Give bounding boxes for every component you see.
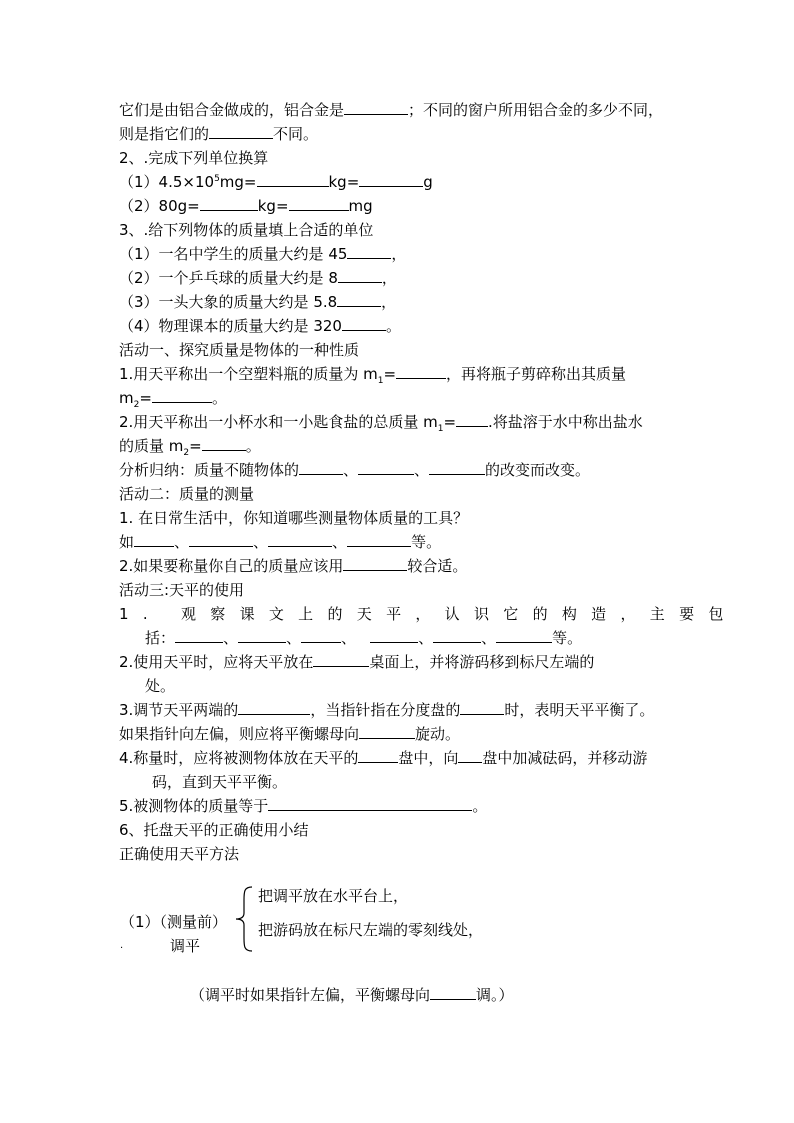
blank[interactable] (429, 459, 485, 475)
act3-line-5 (119, 698, 654, 722)
q3-text: （3）一头大象的质量大约是 5.8 (119, 293, 338, 311)
separator: 、 (253, 533, 269, 551)
blank[interactable] (359, 171, 423, 187)
act3-title: 活动三:天平的使用 (119, 581, 245, 599)
blank[interactable] (358, 747, 398, 763)
blank[interactable] (433, 627, 481, 643)
act1-text: 的质量 m (119, 437, 184, 455)
act1-text: 1.用天平称出一个空塑料瓶的质量为 m (119, 365, 378, 383)
act1-line-3 (119, 410, 643, 434)
exponent: 5 (214, 174, 220, 184)
blank[interactable] (301, 627, 341, 643)
blank[interactable] (430, 984, 476, 1000)
act3-line-6 (119, 722, 460, 746)
act3-text: 。 (472, 797, 488, 815)
q2-text: g (423, 173, 433, 191)
act3-line-3 (119, 650, 594, 674)
separator: 、 (418, 629, 434, 647)
intro-text: 则是指它们的 (119, 125, 210, 143)
blank[interactable] (358, 459, 414, 475)
q6-bullet-1: 把调平放在水平台上， (258, 887, 409, 905)
blank[interactable] (134, 531, 174, 547)
blank[interactable] (238, 627, 286, 643)
q6-title: 6、托盘天平的正确使用小结 (119, 821, 309, 839)
act1-title: 活动一、探究质量是物体的一种性质 (119, 341, 360, 359)
blank[interactable] (189, 531, 253, 547)
act1-text: 。 (245, 437, 261, 455)
intro-text: 它们是由铝合金做成的，铝合金是 (119, 101, 345, 119)
act3-text: 时，表明天平平衡了。 (504, 701, 655, 719)
q2-title: 2、.完成下列单位换算 (119, 149, 269, 167)
blank[interactable] (458, 747, 482, 763)
act2-text: 较合适。 (407, 557, 468, 575)
act1-line-2 (119, 386, 227, 410)
act3-text: 桌面上，并将游码移到标尺左端的 (369, 653, 595, 671)
q6-step-name: 调平 (170, 937, 201, 955)
blank[interactable] (209, 123, 273, 139)
act1-line-4 (119, 434, 261, 458)
blank[interactable] (175, 627, 223, 643)
act3-text: 2.使用天平时，应将天平放在 (119, 653, 314, 671)
q3-text: （2）一个乒乓球的质量大约是 8 (119, 269, 338, 287)
q3-text: （1）一名中学生的质量大约是 45 (119, 245, 348, 263)
q6-subtitle: 正确使用天平方法 (119, 845, 240, 863)
subscript: 2 (133, 400, 140, 410)
act1-text: m (119, 389, 134, 407)
act3-text: 4.称量时，应将被测物体放在天平的 (119, 749, 359, 767)
q3-text: ， (391, 245, 407, 263)
subscript: 2 (183, 448, 190, 458)
act3-text: ，当指针指在分度盘的 (310, 701, 461, 719)
separator: 、 (286, 629, 302, 647)
blank[interactable] (496, 627, 552, 643)
blank[interactable] (152, 387, 212, 403)
intro-line-2 (119, 122, 318, 146)
blank[interactable] (338, 267, 382, 283)
act3-line-7 (119, 746, 647, 770)
act1-line-5 (119, 458, 590, 482)
act3-text: 等。 (552, 629, 583, 647)
intro-text: 不同。 (273, 125, 319, 143)
separator: 、 (343, 461, 359, 479)
blank[interactable] (268, 795, 472, 811)
blank[interactable] (268, 531, 332, 547)
act1-text: 分析归纳：质量不随物体的 (119, 461, 300, 479)
separator: 、 (414, 461, 430, 479)
blank[interactable] (337, 291, 381, 307)
blank[interactable] (238, 699, 310, 715)
blank[interactable] (200, 195, 258, 211)
act1-text: 。 (211, 389, 227, 407)
q6-note (190, 983, 514, 1007)
act2-text: 2.如果要称量你自己的质量应该用 (119, 557, 344, 575)
blank[interactable] (342, 315, 386, 331)
blank[interactable] (347, 531, 411, 547)
blank[interactable] (299, 459, 343, 475)
act3-line-2 (145, 626, 582, 650)
q2-item-1 (119, 170, 433, 194)
intro-text: ；不同的窗户所用铝合金的多少不同， (408, 101, 664, 119)
act1-text: 的改变而改变。 (485, 461, 591, 479)
q6-dot: . (120, 940, 124, 951)
q3-text: ， (381, 293, 397, 311)
curly-brace-icon (234, 886, 256, 952)
act3-line-8: 码，直到天平平衡。 (152, 773, 288, 791)
q6-step-label: （1）（测量前） (120, 913, 228, 931)
q6-bullet-2: 把游码放在标尺左端的零刻线处， (258, 921, 484, 939)
q3-item-2 (119, 266, 397, 290)
act1-text: .将盐溶于水中称出盐水 (488, 413, 643, 431)
act1-text: = (189, 437, 202, 455)
separator: 、 (174, 533, 190, 551)
blank[interactable] (202, 435, 246, 451)
q2-text: kg= (257, 197, 289, 215)
act1-line-1 (119, 362, 626, 386)
q2-text: mg= (219, 173, 257, 191)
act2-text: 如 (119, 533, 135, 551)
q2-item-2 (119, 194, 373, 218)
act3-text: 旋动。 (415, 725, 461, 743)
act3-text: 5.被测物体的质量等于 (119, 797, 269, 815)
blank[interactable] (370, 627, 418, 643)
act3-text: 3.调节天平两端的 (119, 701, 239, 719)
q3-item-3 (119, 290, 396, 314)
act3-line-4: 处。 (145, 677, 176, 695)
q3-text: 。 (385, 317, 401, 335)
q2-text: kg= (328, 173, 360, 191)
blank[interactable] (456, 411, 488, 427)
act3-text: 如果指针向左偏，则应将平衡螺母向 (119, 725, 360, 743)
q2-text: （2）80g= (119, 197, 200, 215)
act1-text: ，再将瓶子剪碎称出其质量 (446, 365, 627, 383)
act1-text: = (443, 413, 457, 431)
blank[interactable] (289, 195, 349, 211)
subscript: 1 (377, 376, 384, 386)
separator: 、 (223, 629, 239, 647)
act1-text: = (383, 365, 397, 383)
blank[interactable] (460, 699, 504, 715)
q3-text: ， (381, 269, 397, 287)
blank[interactable] (257, 171, 329, 187)
q3-title: 3、.给下列物体的质量填上合适的单位 (119, 221, 374, 239)
q6-text: （调平时如果指针左偏，平衡螺母向 (190, 986, 431, 1004)
act2-text: 等。 (411, 533, 442, 551)
intro-line-1 (119, 98, 663, 122)
act2-line-3 (119, 554, 467, 578)
q6-text: 调。） (476, 986, 514, 1004)
q3-item-4 (119, 314, 401, 338)
subscript: 1 (437, 424, 444, 434)
act2-line-2 (119, 530, 441, 554)
blank[interactable] (347, 243, 391, 259)
act3-text: 盘中加减砝码，并移动游 (482, 749, 648, 767)
q3-text: （4）物理课本的质量大约是 320 (119, 317, 342, 335)
act3-line-1: 1. 观察课文上的天平，认识它的构造，主要包 (119, 605, 738, 623)
act1-text: 2.用天平称出一小杯水和一小匙食盐的总质量 m (119, 413, 438, 431)
act2-line-1: 1. 在日常生活中，你知道哪些测量物体质量的工具？ (119, 509, 469, 527)
blank[interactable] (396, 363, 446, 379)
blank[interactable] (313, 651, 369, 667)
separator: 、 (341, 629, 357, 647)
separator: 、 (481, 629, 497, 647)
blank[interactable] (344, 99, 408, 115)
q2-text: （1）4.5×10 (119, 173, 215, 191)
act3-text: 盘中，向 (398, 749, 459, 767)
blank[interactable] (343, 555, 407, 571)
q3-item-1 (119, 242, 406, 266)
act3-text: 括： (145, 629, 176, 647)
blank[interactable] (359, 723, 415, 739)
separator: 、 (332, 533, 348, 551)
act3-line-9 (119, 794, 487, 818)
q2-text: mg (348, 197, 373, 215)
act2-title: 活动二：质量的测量 (119, 485, 255, 503)
act1-text: = (139, 389, 152, 407)
